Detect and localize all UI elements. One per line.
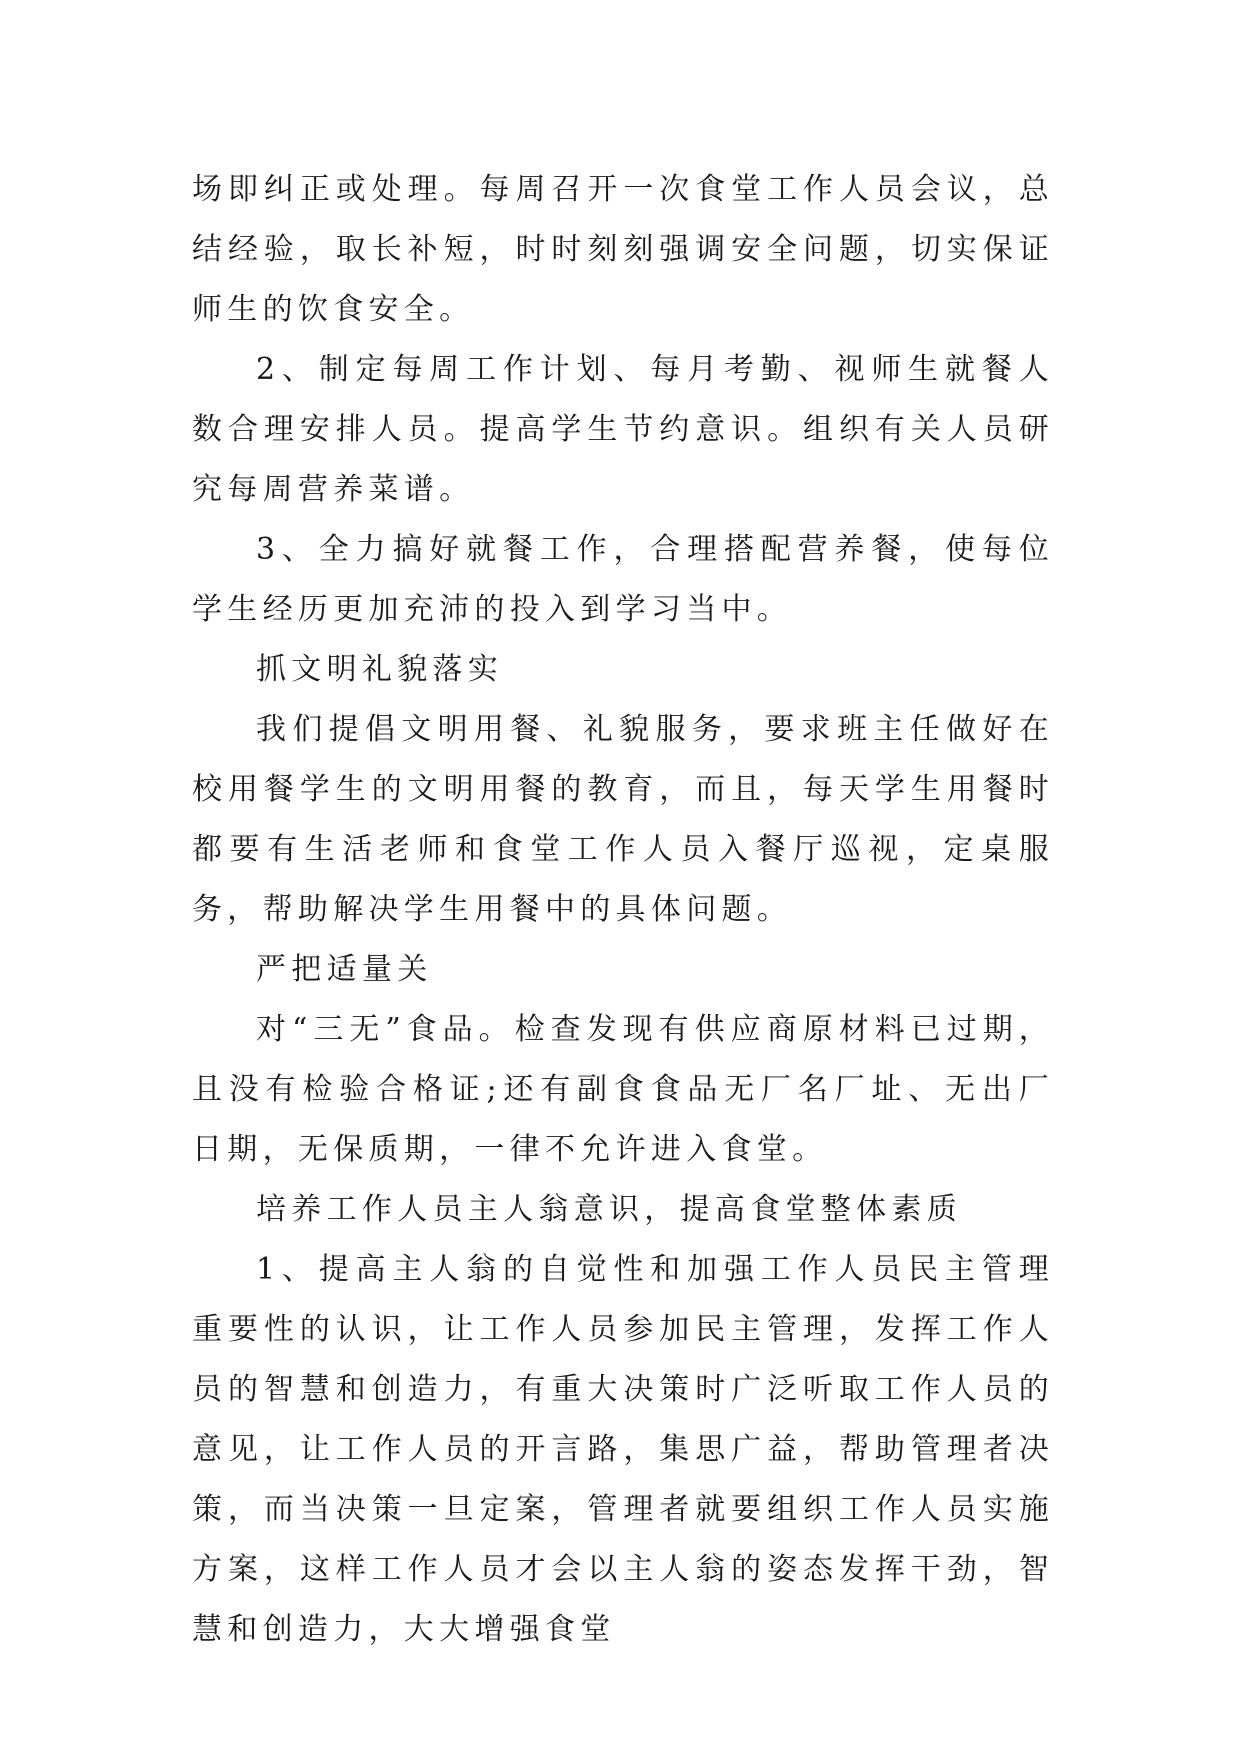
paragraph-continuation: 场即纠正或处理。每周召开一次食堂工作人员会议，总结经验，取长补短，时时刻刻强调安全问题，切实保证师生的饮食安全。 [192,172,1054,327]
paragraph-quality: 对“三无”食品。检查发现有供应商原材料已过期，且没有检验合格证;还有副食食品无厂名厂址、无出厂日期，无保质期，一律不允许进入食堂。 [192,1012,1054,1167]
section-heading-courtesy: 抓文明礼貌落实 [256,652,504,687]
paragraph-courtesy: 我们提倡文明用餐、礼貌服务，要求班主任做好在校用餐学生的文明用餐的教育，而且，每天学生用餐时都要有生活老师和食堂工作人员入餐厅巡视，定桌服务，帮助解决学生用餐中的具体问题。 [192,712,1054,927]
section-heading-quality: 严把适量关 [256,952,433,987]
paragraph-ownership-item-1: 1、提高主人翁的自觉性和加强工作人员民主管理重要性的认识，让工作人员参加民主管理，发挥工作人员的智慧和创造力，有重大决策时广泛听取工作人员的意见，让工作人员的开言路，集思广益，帮助管理者决策，而当决策一旦定案，管理者就要组织工作人员实施方案，这样工作人员才会以主人翁的姿态发挥干劲，智慧和创造力，大大增强食堂 [192,1252,1054,1647]
document-body [192,160,1054,1660]
paragraph-item-2: 2、制定每周工作计划、每月考勤、视师生就餐人数合理安排人员。提高学生节约意识。组织有关人员研究每周营养菜谱。 [192,352,1054,507]
paragraph-item-3: 3、全力搞好就餐工作，合理搭配营养餐，使每位学生经历更加充沛的投入到学习当中。 [192,532,1054,627]
section-heading-ownership: 培养工作人员主人翁意识，提高食堂整体素质 [256,1192,962,1227]
